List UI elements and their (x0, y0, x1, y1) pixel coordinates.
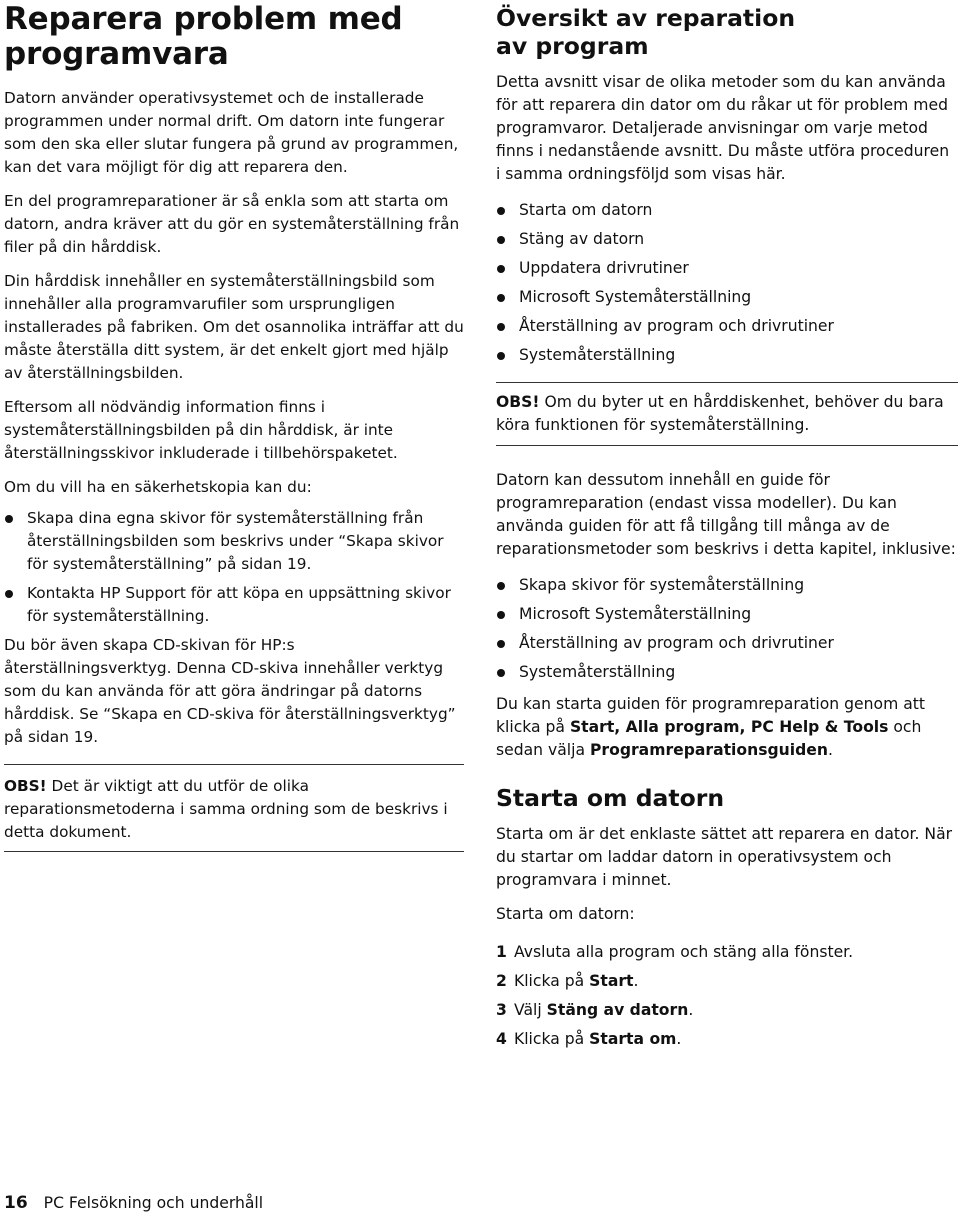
list-item: Återställning av program och drivrutiner (496, 629, 958, 658)
divider (496, 382, 958, 383)
page-title: Reparera problem med programvara (4, 1, 403, 72)
list-item: Uppdatera drivrutiner (496, 254, 958, 283)
list-item: Stäng av datorn (496, 225, 958, 254)
paragraph-recovery-image: Din hårddisk innehåller en systemåterställningsbild som innehåller alla programvarufiler som ursprungligen installerades på fabriken. Om det osannolika inträffar att du måste återställa ditt system, är det enkelt gjort med hjälp av återställningsbilden. (4, 272, 464, 382)
list-item: Systemåterställning (496, 658, 958, 687)
bullet-icon (497, 640, 505, 648)
page-number: 16 (4, 1193, 28, 1213)
right-column (496, 0, 958, 1054)
list-item: Microsoft Systemåterställning (496, 600, 958, 629)
note-label: OBS! (4, 777, 47, 795)
note-text: Det är viktigt att du utför de olika reparationsmetoderna i samma ordning som de beskrivs i detta dokument. (4, 777, 448, 841)
divider (4, 851, 464, 852)
paragraph-no-discs: Eftersom all nödvändig information finns i systemåterställningsbilden på din hårddisk, är inte återställningsskivor inkluderade i tillbehörspaketet. (4, 398, 398, 462)
bullet-icon (497, 236, 505, 244)
bullet-icon (497, 323, 505, 331)
note-label: OBS! (496, 393, 540, 411)
bullet-icon (497, 294, 505, 302)
list-item: Microsoft Systemåterställning (496, 283, 958, 312)
note (4, 775, 464, 844)
bullet-icon (497, 207, 505, 215)
left-column (4, 0, 464, 852)
list-item: Återställning av program och drivrutiner (496, 312, 958, 341)
guide-paragraph: Datorn kan dessutom innehåll en guide för programreparation (endast vissa modeller). Du kan använda guiden för att få tillgång till många av de reparationsmetoder som beskrivs i detta kapitel, inklusive: (496, 471, 956, 558)
guide-methods-list (496, 571, 958, 687)
bullet-icon (497, 265, 505, 273)
page-footer (4, 1193, 263, 1213)
restart-steps-list (496, 938, 958, 1054)
list-item: Starta om datorn (496, 196, 958, 225)
list-item: Systemåterställning (496, 341, 958, 370)
bullet-icon (497, 611, 505, 619)
note (496, 391, 958, 437)
restart-paragraph: Starta om är det enklaste sättet att reparera en dator. När du startar om laddar datorn in operativsystem och programvara i minnet. (496, 825, 953, 889)
bullet-icon (497, 669, 505, 677)
menu-path: Start, Alla program, PC Help & Tools (569, 718, 889, 736)
note-text: Om du byter ut en hårddiskenhet, behöver du bara köra funktionen för systemåterställning. (496, 393, 944, 434)
overview-paragraph: Detta avsnitt visar de olika metoder som du kan använda för att reparera din dator om du råkar ut för problem med programvaror. Detaljerade anvisningar om varje metod finns i nedanstående avsnitt. Du måste utföra proceduren i samma ordningsföljd som visas här. (496, 73, 950, 183)
step-item: 2 Klicka på Start. (496, 972, 639, 990)
paragraph-backup-intro: Om du vill ha en säkerhetskopia kan du: (4, 478, 312, 496)
step-item: 1 Avsluta alla program och stäng alla fönster. (496, 943, 854, 961)
repair-methods-list (496, 196, 958, 370)
bullet-icon (5, 515, 13, 523)
section-heading-restart: Starta om datorn (496, 784, 725, 812)
paragraph-recovery-tools: Du bör även skapa CD-skivan för HP:s återställningsverktyg. Denna CD-skiva innehåller verktyg som du kan använda för att göra ändringar på datorns hårddisk. Se “Skapa en CD-skiva för återställningsverktyg” på sidan 19. (4, 636, 456, 746)
divider (4, 764, 464, 765)
step-item: 4 Klicka på Starta om. (496, 1030, 682, 1048)
intro-paragraph: Datorn använder operativsystemet och de installerade programmen under normal drift. Om datorn inte fungerar som den ska eller slutar fungera på grund av programmen, kan det vara möjligt för dig att reparera den. (4, 89, 459, 176)
bullet-icon (497, 582, 505, 590)
step-item: 3 Välj Stäng av datorn. (496, 1001, 694, 1019)
list-item: Kontakta HP Support för att köpa en uppsättning skivor för systemåterställning. (4, 582, 464, 628)
backup-options-list (4, 507, 464, 628)
restart-steps-intro: Starta om datorn: (496, 905, 635, 923)
guide-start-instructions: Du kan starta guiden för programreparation genom att klicka på Start, Alla program, PC Help & Tools och sedan välja Programreparationsguiden. (496, 695, 925, 759)
guide-name: Programreparationsguiden (589, 741, 828, 759)
list-item: Skapa dina egna skivor för systemåterställning från återställningsbilden som beskrivs under “Skapa skivor för systemåterställning” på sidan 19. (4, 507, 464, 576)
bullet-icon (497, 352, 505, 360)
section-heading-overview: Översikt av reparation av program (496, 4, 796, 60)
footer-title: PC Felsökning och underhåll (43, 1194, 264, 1212)
paragraph-simple-repairs: En del programreparationer är så enkla som att starta om datorn, andra kräver att du gör en systemåterställning från filer på din hårddisk. (4, 192, 460, 256)
bullet-icon (5, 590, 13, 598)
list-item: Skapa skivor för systemåterställning (496, 571, 958, 600)
divider (496, 445, 958, 446)
